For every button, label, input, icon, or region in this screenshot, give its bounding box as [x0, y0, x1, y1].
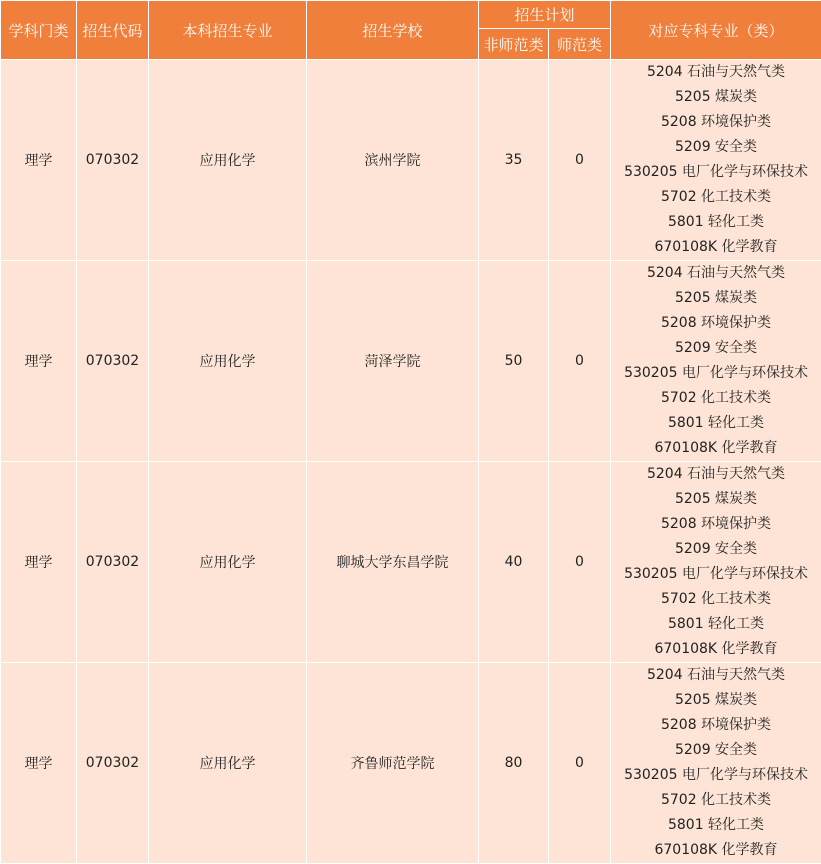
- related-major-item: 530205 电厂化学与环保技术: [611, 763, 821, 788]
- related-major-item: 670108K 化学教育: [611, 235, 821, 260]
- related-major-item: 5205 煤炭类: [611, 286, 821, 311]
- header-discipline: 学科门类: [1, 1, 77, 60]
- related-major-item: 530205 电厂化学与环保技术: [611, 361, 821, 386]
- related-major-item: 5702 化工技术类: [611, 386, 821, 411]
- cell-normal-count: 0: [549, 261, 611, 462]
- cell-non-normal-count: 50: [479, 261, 549, 462]
- cell-school: 滨州学院: [307, 60, 479, 261]
- related-major-item: 530205 电厂化学与环保技术: [611, 160, 821, 185]
- related-major-item: 5801 轻化工类: [611, 813, 821, 838]
- related-major-item: 5209 安全类: [611, 738, 821, 763]
- cell-major: 应用化学: [149, 261, 307, 462]
- cell-code: 070302: [77, 663, 149, 864]
- header-school: 招生学校: [307, 1, 479, 60]
- cell-school: 齐鲁师范学院: [307, 663, 479, 864]
- related-major-item: 5208 环境保护类: [611, 311, 821, 336]
- table-body: [1, 60, 821, 864]
- cell-related-majors: [611, 261, 821, 462]
- cell-non-normal-count: 40: [479, 462, 549, 663]
- related-major-item: 5204 石油与天然气类: [611, 261, 821, 286]
- cell-code: 070302: [77, 462, 149, 663]
- cell-normal-count: 0: [549, 60, 611, 261]
- related-major-item: 5208 环境保护类: [611, 713, 821, 738]
- cell-discipline: 理学: [1, 60, 77, 261]
- table-row: [1, 663, 821, 864]
- related-major-item: 670108K 化学教育: [611, 436, 821, 461]
- cell-related-majors: [611, 60, 821, 261]
- related-major-item: 5702 化工技术类: [611, 185, 821, 210]
- header-normal: 师范类: [549, 29, 611, 60]
- cell-major: 应用化学: [149, 60, 307, 261]
- related-major-item: 670108K 化学教育: [611, 637, 821, 662]
- header-code: 招生代码: [77, 1, 149, 60]
- header-related-majors: 对应专科专业（类）: [611, 1, 821, 60]
- cell-discipline: 理学: [1, 462, 77, 663]
- cell-non-normal-count: 80: [479, 663, 549, 864]
- related-major-item: 5702 化工技术类: [611, 587, 821, 612]
- related-major-item: 5801 轻化工类: [611, 612, 821, 637]
- related-major-item: 5702 化工技术类: [611, 788, 821, 813]
- header-major: 本科招生专业: [149, 1, 307, 60]
- cell-related-majors: [611, 462, 821, 663]
- table-row: [1, 60, 821, 261]
- cell-code: 070302: [77, 261, 149, 462]
- cell-non-normal-count: 35: [479, 60, 549, 261]
- related-major-item: 5209 安全类: [611, 537, 821, 562]
- related-major-item: 5204 石油与天然气类: [611, 60, 821, 85]
- table-header: [1, 1, 821, 60]
- related-major-item: 5801 轻化工类: [611, 411, 821, 436]
- cell-discipline: 理学: [1, 261, 77, 462]
- related-major-item: 530205 电厂化学与环保技术: [611, 562, 821, 587]
- cell-major: 应用化学: [149, 462, 307, 663]
- related-major-item: 5204 石油与天然气类: [611, 462, 821, 487]
- header-plan: 招生计划: [479, 1, 611, 29]
- cell-normal-count: 0: [549, 663, 611, 864]
- cell-discipline: 理学: [1, 663, 77, 864]
- related-major-item: 5205 煤炭类: [611, 688, 821, 713]
- cell-normal-count: 0: [549, 462, 611, 663]
- related-major-item: 5208 环境保护类: [611, 110, 821, 135]
- related-major-item: 5205 煤炭类: [611, 85, 821, 110]
- related-major-item: 5209 安全类: [611, 336, 821, 361]
- cell-related-majors: [611, 663, 821, 864]
- related-major-item: 5204 石油与天然气类: [611, 663, 821, 688]
- cell-major: 应用化学: [149, 663, 307, 864]
- related-major-item: 5205 煤炭类: [611, 487, 821, 512]
- header-non-normal: 非师范类: [479, 29, 549, 60]
- cell-code: 070302: [77, 60, 149, 261]
- cell-school: 聊城大学东昌学院: [307, 462, 479, 663]
- table-row: [1, 462, 821, 663]
- cell-school: 菏泽学院: [307, 261, 479, 462]
- related-major-item: 5801 轻化工类: [611, 210, 821, 235]
- related-major-item: 670108K 化学教育: [611, 838, 821, 863]
- related-major-item: 5208 环境保护类: [611, 512, 821, 537]
- table-row: [1, 261, 821, 462]
- related-major-item: 5209 安全类: [611, 135, 821, 160]
